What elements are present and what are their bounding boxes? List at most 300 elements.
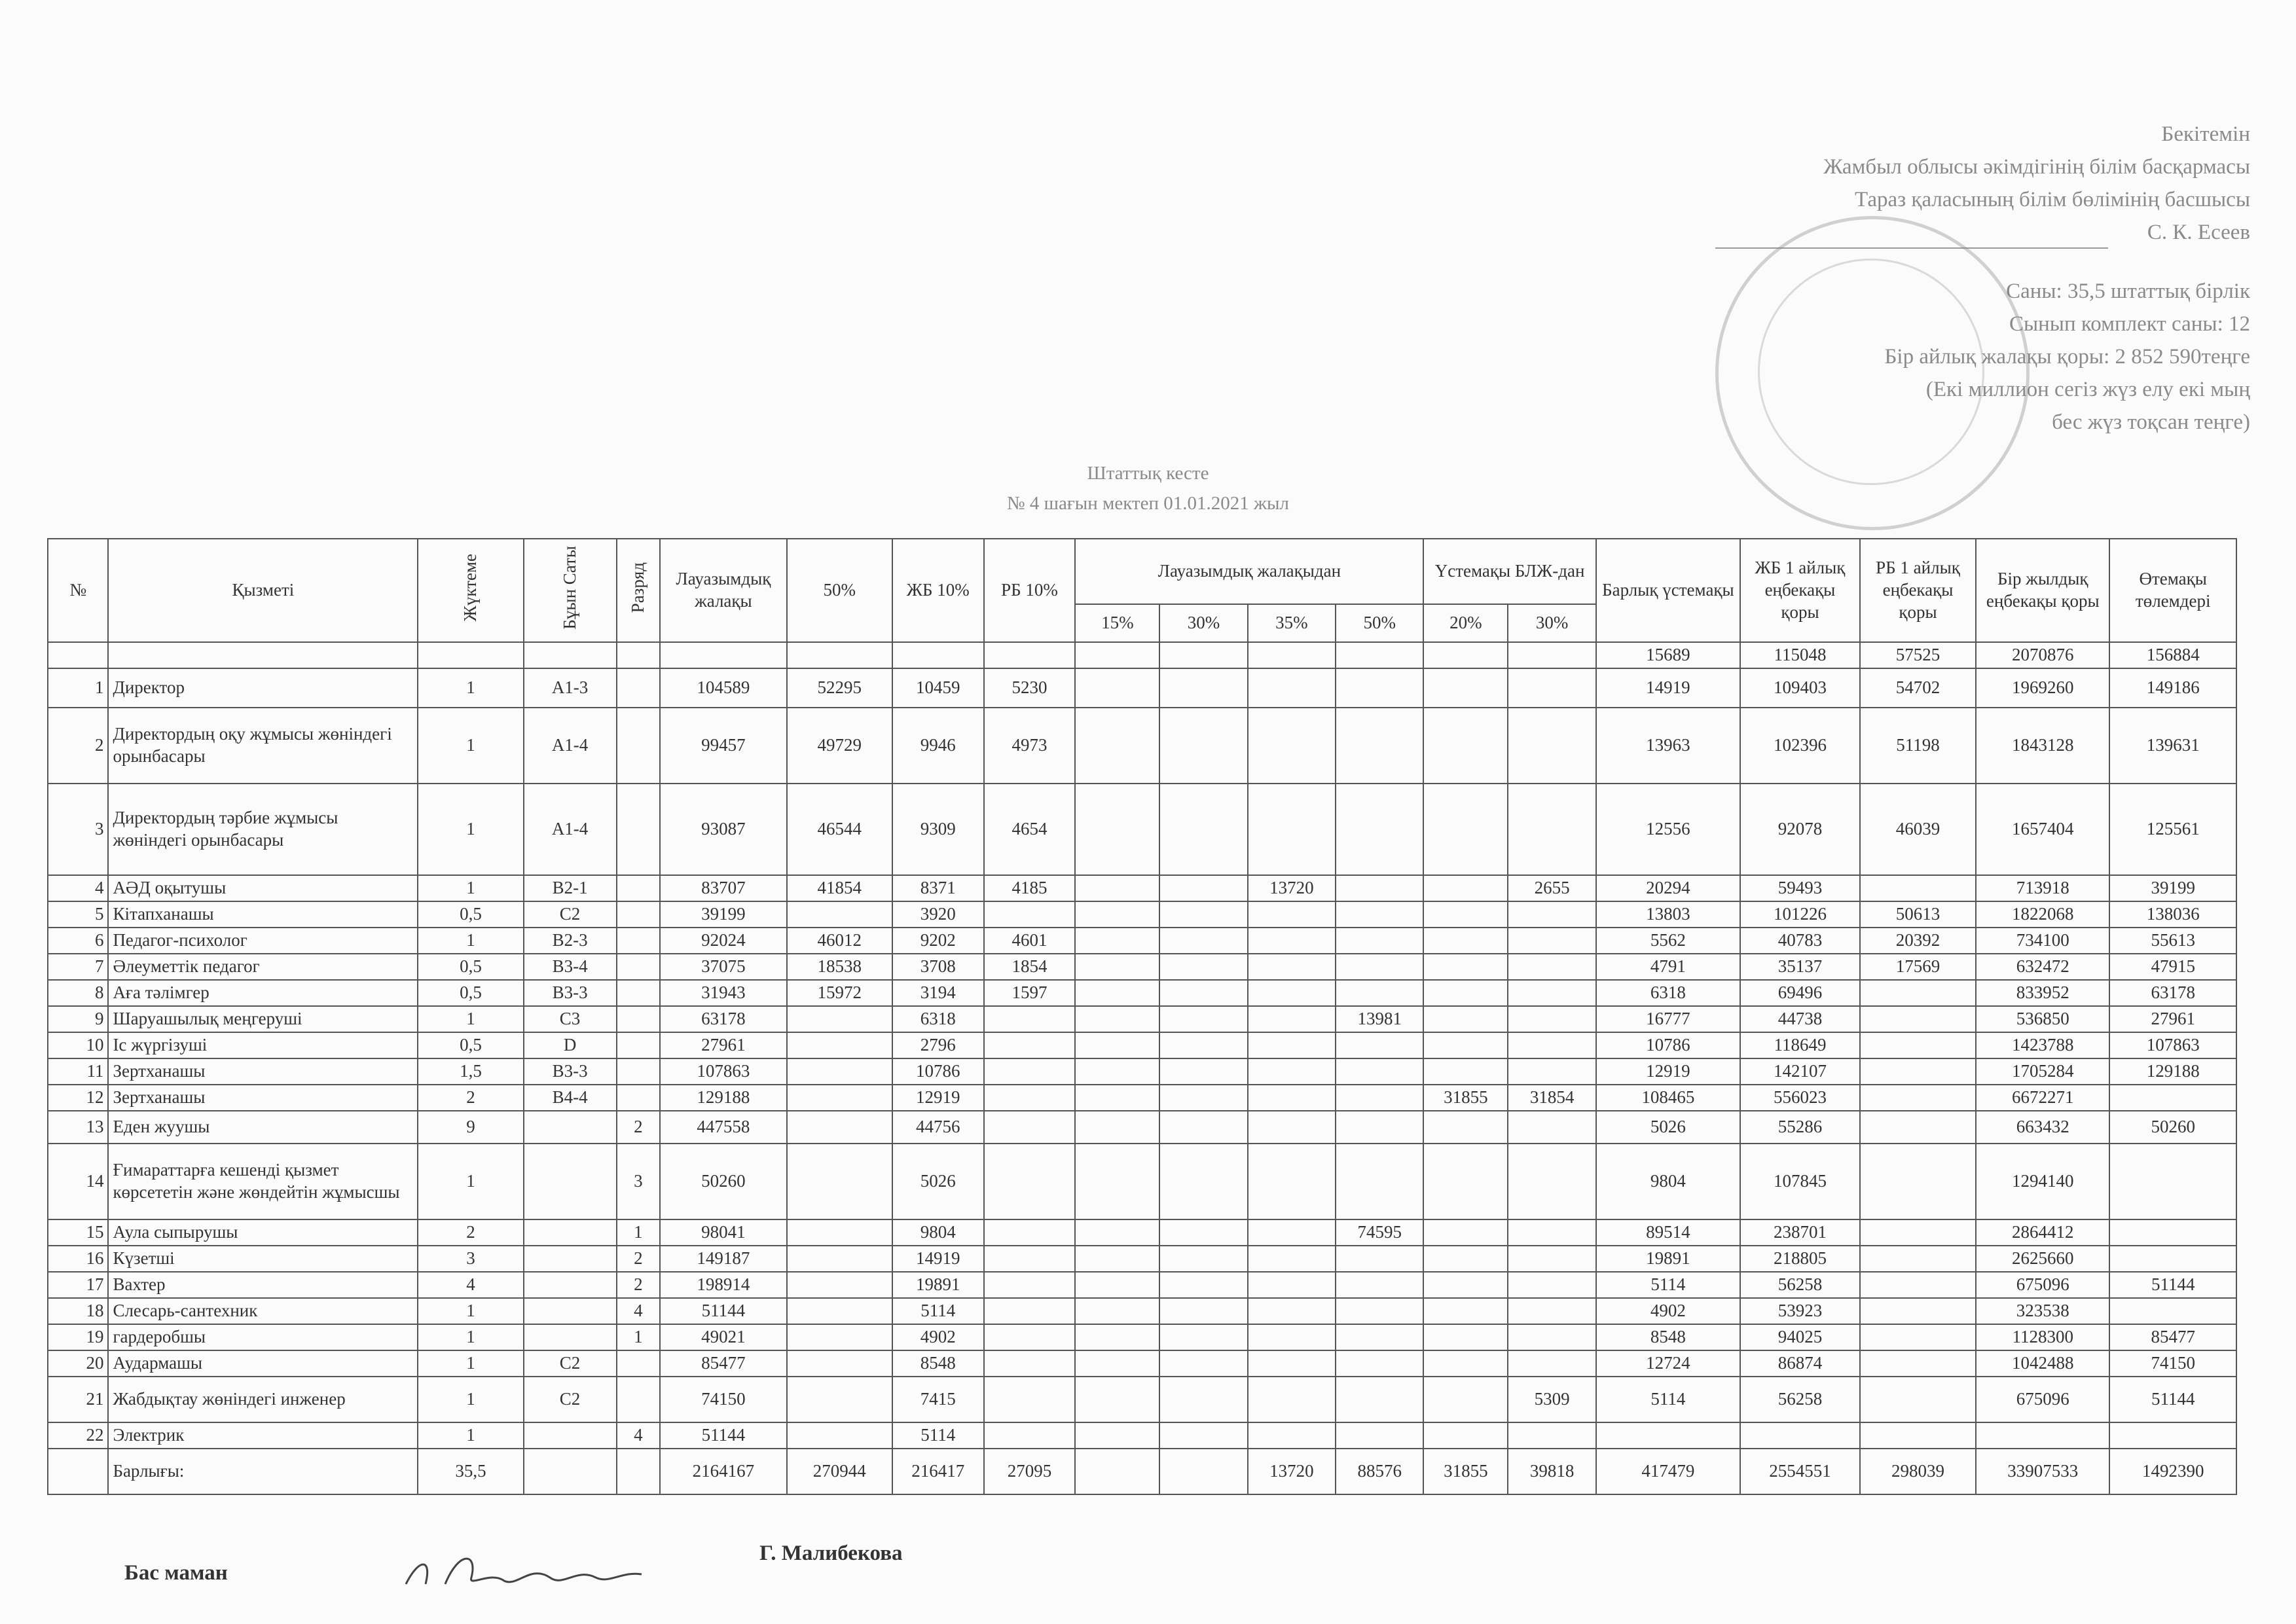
table-cell: 1492390 — [2109, 1449, 2236, 1494]
header-a20: 20% — [1423, 604, 1508, 642]
table-cell: 40783 — [1740, 928, 1860, 954]
table-cell — [617, 901, 661, 928]
table-cell: 19891 — [892, 1272, 984, 1298]
table-cell: 8371 — [892, 875, 984, 901]
table-cell — [1336, 980, 1423, 1006]
table-cell: 49021 — [660, 1324, 786, 1350]
table-cell — [1423, 1246, 1508, 1272]
table-cell: 1657404 — [1976, 784, 2109, 875]
table-cell: 5309 — [1508, 1377, 1595, 1422]
position-name: Еден жуушы — [108, 1111, 418, 1144]
table-row — [48, 1219, 2236, 1246]
table-cell — [1248, 708, 1336, 784]
table-cell: 3 — [418, 1246, 523, 1272]
approval-line: Саны: 35,5 штаттық бірлік — [2006, 280, 2250, 303]
approval-line: Бекітемін — [2161, 122, 2250, 146]
row-number: 17 — [48, 1272, 108, 1298]
table-cell — [1075, 1111, 1159, 1144]
table-cell: 675096 — [1976, 1272, 2109, 1298]
table-cell: 107845 — [1740, 1144, 1860, 1219]
table-cell — [1423, 1350, 1508, 1377]
table-cell — [1159, 954, 1247, 980]
table-cell: 6672271 — [1976, 1085, 2109, 1111]
table-cell — [1248, 668, 1336, 708]
table-cell — [1336, 1324, 1423, 1350]
table-cell — [1336, 1422, 1423, 1449]
table-cell — [1336, 875, 1423, 901]
table-cell — [1159, 1058, 1247, 1085]
table-cell — [617, 1058, 661, 1085]
table-row — [48, 1144, 2236, 1219]
table-cell — [1336, 1298, 1423, 1324]
table-cell: 12556 — [1596, 784, 1740, 875]
table-cell — [787, 1006, 892, 1032]
table-cell: 69496 — [1740, 980, 1860, 1006]
table-cell: 89514 — [1596, 1219, 1740, 1246]
table-cell: 51144 — [660, 1298, 786, 1324]
table-cell — [984, 1006, 1076, 1032]
table-cell — [1336, 1111, 1423, 1144]
table-cell — [984, 901, 1076, 928]
table-cell — [1248, 1298, 1336, 1324]
table-cell — [617, 1006, 661, 1032]
table-cell — [1248, 1350, 1336, 1377]
table-cell — [1336, 1377, 1423, 1422]
row-number: 5 — [48, 901, 108, 928]
table-cell: 1,5 — [418, 1058, 523, 1085]
table-cell — [1508, 1111, 1595, 1144]
table-cell — [1248, 1144, 1336, 1219]
table-cell — [1159, 1246, 1247, 1272]
table-row — [48, 1324, 2236, 1350]
table-cell — [524, 1246, 617, 1272]
table-cell — [1075, 708, 1159, 784]
table-cell — [617, 708, 661, 784]
table-cell: 1 — [617, 1219, 661, 1246]
table-cell — [617, 928, 661, 954]
table-cell: 63178 — [2109, 980, 2236, 1006]
position-name: Шаруашылық меңгеруші — [108, 1006, 418, 1032]
table-cell — [1075, 1350, 1159, 1377]
table-cell: 99457 — [660, 708, 786, 784]
table-cell — [1860, 1377, 1976, 1422]
table-cell: 56258 — [1740, 1272, 1860, 1298]
row-number: 4 — [48, 875, 108, 901]
table-cell: 1 — [418, 875, 523, 901]
table-cell: 10786 — [1596, 1032, 1740, 1058]
table-cell — [1423, 1144, 1508, 1219]
table-cell: 3 — [617, 1144, 661, 1219]
table-cell: 3194 — [892, 980, 984, 1006]
table-cell: С3 — [524, 1006, 617, 1032]
table-cell: 35,5 — [418, 1449, 523, 1494]
table-cell: 1 — [418, 1350, 523, 1377]
table-cell — [1075, 784, 1159, 875]
table-cell — [617, 875, 661, 901]
table-cell: 54702 — [1860, 668, 1976, 708]
table-cell: 5230 — [984, 668, 1076, 708]
table-cell: 216417 — [892, 1449, 984, 1494]
table-cell: 31943 — [660, 980, 786, 1006]
table-cell: 46544 — [787, 784, 892, 875]
table-cell: В3-3 — [524, 980, 617, 1006]
table-cell: 12919 — [1596, 1058, 1740, 1085]
table-cell — [1075, 668, 1159, 708]
row-number: 9 — [48, 1006, 108, 1032]
table-cell — [1508, 1058, 1595, 1085]
table-cell: 149187 — [660, 1246, 786, 1272]
table-cell: 9309 — [892, 784, 984, 875]
table-cell — [984, 1032, 1076, 1058]
empty-cell — [1508, 642, 1595, 668]
table-cell: 0,5 — [418, 1032, 523, 1058]
table-cell — [1159, 1272, 1247, 1298]
approval-line: Тараз қаласының білім бөлімінің басшысы — [1855, 188, 2250, 211]
table-cell — [1860, 1298, 1976, 1324]
table-cell: В3-4 — [524, 954, 617, 980]
table-cell — [1860, 1032, 1976, 1058]
table-cell: 2 — [617, 1111, 661, 1144]
empty-cell — [787, 642, 892, 668]
table-cell: 18538 — [787, 954, 892, 980]
table-cell: 675096 — [1976, 1377, 2109, 1422]
table-cell — [1336, 708, 1423, 784]
table-cell — [617, 1449, 661, 1494]
table-cell — [1075, 1006, 1159, 1032]
row-number: 13 — [48, 1111, 108, 1144]
header-s30: 30% — [1159, 604, 1247, 642]
table-cell — [1423, 1422, 1508, 1449]
table-cell — [2109, 1085, 2236, 1111]
table-cell — [787, 1422, 892, 1449]
table-cell: 85477 — [2109, 1324, 2236, 1350]
table-cell: 323538 — [1976, 1298, 2109, 1324]
empty-cell — [617, 642, 661, 668]
table-body — [48, 642, 2236, 1494]
table-cell: 9946 — [892, 708, 984, 784]
position-name: Аға тәлімгер — [108, 980, 418, 1006]
table-cell: 1 — [418, 1324, 523, 1350]
table-cell: 27961 — [2109, 1006, 2236, 1032]
table-cell — [1596, 1422, 1740, 1449]
table-cell — [1508, 928, 1595, 954]
table-cell: 536850 — [1976, 1006, 2109, 1032]
table-cell: С2 — [524, 1377, 617, 1422]
table-cell: 2655 — [1508, 875, 1595, 901]
signature-image — [399, 1545, 674, 1597]
row-number: 19 — [48, 1324, 108, 1350]
table-cell — [1336, 1246, 1423, 1272]
table-cell: 129188 — [660, 1085, 786, 1111]
table-cell — [1508, 1032, 1595, 1058]
row-number: 10 — [48, 1032, 108, 1058]
table-cell — [1248, 1058, 1336, 1085]
position-name: Аудармашы — [108, 1350, 418, 1377]
table-cell — [1860, 980, 1976, 1006]
table-cell: 2164167 — [660, 1449, 786, 1494]
table-cell: 6318 — [1596, 980, 1740, 1006]
header-load: Жүктеме — [418, 539, 523, 642]
table-cell: 1843128 — [1976, 708, 2109, 784]
approval-line: Жамбыл облысы әкімдігінің білім басқармасы — [1823, 155, 2250, 179]
row-number: 3 — [48, 784, 108, 875]
table-cell: 98041 — [660, 1219, 786, 1246]
table-cell: 0,5 — [418, 954, 523, 980]
table-row — [48, 784, 2236, 875]
table-cell — [1860, 1111, 1976, 1144]
position-name: Кітапханашы — [108, 901, 418, 928]
table-cell — [1336, 954, 1423, 980]
table-cell — [1423, 980, 1508, 1006]
table-cell — [1423, 1032, 1508, 1058]
table-cell — [1159, 784, 1247, 875]
empty-cell — [660, 642, 786, 668]
table-cell: 2 — [418, 1219, 523, 1246]
header-no: № — [48, 539, 108, 642]
table-cell — [1423, 1219, 1508, 1246]
table-cell: 55613 — [2109, 928, 2236, 954]
table-cell: 5114 — [1596, 1377, 1740, 1422]
approval-line: Бір айлық жалақы қоры: 2 852 590теңге — [1884, 345, 2250, 369]
table-cell — [1248, 1111, 1336, 1144]
table-cell: 92024 — [660, 928, 786, 954]
table-row — [48, 980, 2236, 1006]
staff-schedule-table — [47, 538, 2237, 1495]
table-cell — [787, 1111, 892, 1144]
table-cell — [1248, 954, 1336, 980]
header-s35: 35% — [1248, 604, 1336, 642]
table-cell — [1075, 1032, 1159, 1058]
table-cell: 53923 — [1740, 1298, 1860, 1324]
table-cell — [1508, 1272, 1595, 1298]
row-number: 15 — [48, 1219, 108, 1246]
table-cell: 55286 — [1740, 1111, 1860, 1144]
table-cell: 15972 — [787, 980, 892, 1006]
table-cell: 125561 — [2109, 784, 2236, 875]
table-cell — [2109, 1422, 2236, 1449]
table-cell — [1336, 668, 1423, 708]
table-cell — [1336, 784, 1423, 875]
approval-line: Сынып комплект саны: 12 — [2009, 312, 2250, 336]
table-cell: С2 — [524, 1350, 617, 1377]
table-cell — [1159, 708, 1247, 784]
table-row — [48, 642, 2236, 668]
table-cell — [617, 980, 661, 1006]
table-cell: 83707 — [660, 875, 786, 901]
table-cell: 129188 — [2109, 1058, 2236, 1085]
position-name: Директордың оқу жұмысы жөніндегі орынбасары — [108, 708, 418, 784]
table-cell — [1159, 928, 1247, 954]
table-cell: 5026 — [892, 1144, 984, 1219]
table-cell: 0,5 — [418, 901, 523, 928]
table-cell — [617, 954, 661, 980]
table-cell: 2 — [617, 1246, 661, 1272]
table-cell: 4973 — [984, 708, 1076, 784]
header-rb-month: РБ 1 айлық еңбекақы қоры — [1860, 539, 1976, 642]
table-cell — [1508, 1219, 1595, 1246]
table-cell: 663432 — [1976, 1111, 2109, 1144]
table-cell: 13720 — [1248, 875, 1336, 901]
table-cell — [617, 784, 661, 875]
table-cell — [1336, 928, 1423, 954]
table-cell — [1423, 875, 1508, 901]
table-cell — [2109, 1298, 2236, 1324]
table-cell: 1 — [617, 1324, 661, 1350]
table-cell: 142107 — [1740, 1058, 1860, 1085]
table-cell: 1 — [418, 708, 523, 784]
table-cell: 19891 — [1596, 1246, 1740, 1272]
table-cell — [1075, 1449, 1159, 1494]
table-cell: 51144 — [660, 1422, 786, 1449]
empty-cell — [1423, 642, 1508, 668]
header-s15: 15% — [1075, 604, 1159, 642]
table-cell: 74150 — [2109, 1350, 2236, 1377]
table-cell — [984, 1058, 1076, 1085]
table-cell: В2-3 — [524, 928, 617, 954]
empty-cell — [984, 642, 1076, 668]
header-compensation: Өтемақы төлемдері — [2109, 539, 2236, 642]
totals-label: Барлығы: — [108, 1449, 418, 1494]
table-cell: 1969260 — [1976, 668, 2109, 708]
table-cell: 1 — [418, 928, 523, 954]
empty-cell — [1075, 642, 1159, 668]
table-cell: 0,5 — [418, 980, 523, 1006]
table-cell — [1508, 708, 1595, 784]
table-cell — [1159, 1324, 1247, 1350]
table-cell: 1 — [418, 1422, 523, 1449]
table-cell: А1-4 — [524, 708, 617, 784]
table-cell — [524, 1272, 617, 1298]
table-cell — [1159, 1350, 1247, 1377]
table-cell: 74595 — [1336, 1219, 1423, 1246]
table-cell — [1423, 1111, 1508, 1144]
table-cell: 1128300 — [1976, 1324, 2109, 1350]
table-cell — [2109, 1219, 2236, 1246]
table-cell — [617, 668, 661, 708]
table-cell: 198914 — [660, 1272, 786, 1298]
position-name: Жабдықтау жөніндегі инженер — [108, 1377, 418, 1422]
table-cell — [1075, 1272, 1159, 1298]
table-cell: 31854 — [1508, 1085, 1595, 1111]
table-cell: 12724 — [1596, 1350, 1740, 1377]
table-cell — [1508, 1246, 1595, 1272]
header-bsc: Бұын Саты — [524, 539, 617, 642]
totals-row — [48, 1449, 2236, 1494]
table-row — [48, 668, 2236, 708]
table-cell — [787, 1219, 892, 1246]
table-row — [48, 1246, 2236, 1272]
empty-cell — [1248, 642, 1336, 668]
table-cell: 50260 — [660, 1144, 786, 1219]
table-cell — [1860, 1246, 1976, 1272]
table-cell: 3708 — [892, 954, 984, 980]
table-cell — [1248, 1246, 1336, 1272]
table-cell — [1075, 1219, 1159, 1246]
table-cell: 44756 — [892, 1111, 984, 1144]
table-cell: 20294 — [1596, 875, 1740, 901]
table-cell — [1159, 1449, 1247, 1494]
table-cell: 270944 — [787, 1449, 892, 1494]
table-cell: 51144 — [2109, 1272, 2236, 1298]
table-cell — [1075, 1422, 1159, 1449]
table-cell: 1597 — [984, 980, 1076, 1006]
table-cell: 31855 — [1423, 1085, 1508, 1111]
table-cell — [1423, 1272, 1508, 1298]
footer-name: Г. Малибекова — [759, 1542, 903, 1565]
table-cell — [1423, 1058, 1508, 1085]
empty-cell — [524, 642, 617, 668]
table-cell — [1508, 784, 1595, 875]
table-cell: 39199 — [660, 901, 786, 928]
table-cell — [1159, 1377, 1247, 1422]
table-cell: 101226 — [1740, 901, 1860, 928]
table-cell: 94025 — [1740, 1324, 1860, 1350]
table-cell: 13981 — [1336, 1006, 1423, 1032]
table-cell — [1508, 668, 1595, 708]
table-cell — [1075, 980, 1159, 1006]
table-cell — [1075, 1144, 1159, 1219]
table-cell: 50613 — [1860, 901, 1976, 928]
table-cell: 1 — [418, 1144, 523, 1219]
table-cell — [1248, 928, 1336, 954]
approval-line: С. К. Есеев — [1497, 216, 2250, 249]
table-cell — [1423, 1006, 1508, 1032]
table-cell: 5114 — [1596, 1272, 1740, 1298]
header-total-allowance: Барлық үстемақы — [1596, 539, 1740, 642]
table-cell — [787, 1144, 892, 1219]
row-number: 21 — [48, 1377, 108, 1422]
table-cell: 5114 — [892, 1298, 984, 1324]
document-title: Штаттық кесте — [1087, 463, 1209, 484]
table-cell — [1159, 1111, 1247, 1144]
header-a30: 30% — [1508, 604, 1595, 642]
table-cell — [1423, 1298, 1508, 1324]
header-allowance: Үстемақы БЛЖ-дан — [1423, 539, 1595, 604]
table-cell: 4791 — [1596, 954, 1740, 980]
table-cell — [1423, 928, 1508, 954]
table-cell — [1075, 875, 1159, 901]
table-cell — [1508, 1324, 1595, 1350]
table-cell: 4185 — [984, 875, 1076, 901]
table-cell — [1159, 1006, 1247, 1032]
table-cell — [1508, 1298, 1595, 1324]
table-cell: 8548 — [892, 1350, 984, 1377]
position-name: АӘД оқытушы — [108, 875, 418, 901]
header-salary: Лауазымдық жалақы — [660, 539, 786, 642]
table-row — [48, 708, 2236, 784]
table-cell — [1860, 1324, 1976, 1350]
document-subtitle: № 4 шағын мектеп 01.01.2021 жыл — [1006, 493, 1289, 514]
table-cell — [984, 1111, 1076, 1144]
table-cell: 5114 — [892, 1422, 984, 1449]
table-cell: 115048 — [1740, 642, 1860, 668]
row-number: 7 — [48, 954, 108, 980]
position-name: Аула сыпырушы — [108, 1219, 418, 1246]
table-cell: 39199 — [2109, 875, 2236, 901]
table-cell — [524, 1298, 617, 1324]
table-cell: 46012 — [787, 928, 892, 954]
table-cell: 1423788 — [1976, 1032, 2109, 1058]
table-cell: 86874 — [1740, 1350, 1860, 1377]
table-cell: 13963 — [1596, 708, 1740, 784]
table-cell — [1075, 901, 1159, 928]
table-row — [48, 1032, 2236, 1058]
table-cell — [1860, 1422, 1976, 1449]
table-cell: 713918 — [1976, 875, 2109, 901]
table-cell — [1336, 1272, 1423, 1298]
position-name: Зертханашы — [108, 1058, 418, 1085]
table-cell — [2109, 1246, 2236, 1272]
